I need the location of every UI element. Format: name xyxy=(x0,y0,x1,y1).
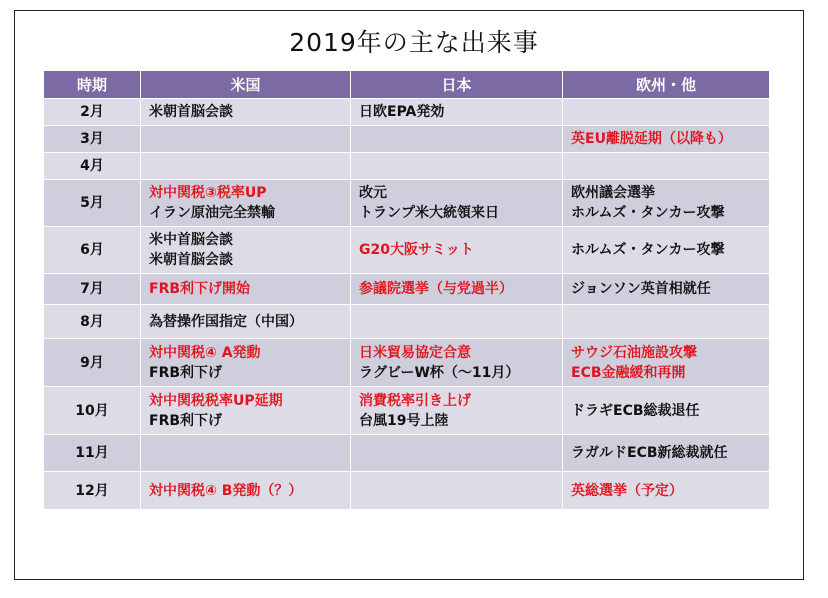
event-text: ECB金融緩和再開 xyxy=(571,364,686,381)
table-row xyxy=(44,274,770,305)
cell-europe-other xyxy=(563,126,770,153)
cell-japan xyxy=(351,472,563,510)
event-text: ホルムズ・タンカー攻撃 xyxy=(571,205,725,221)
event-text: G20大阪サミット xyxy=(359,242,474,258)
cell-month: 3月 xyxy=(44,126,141,153)
table-header-row xyxy=(44,71,770,99)
event-text: 米朝首脳会談 xyxy=(149,104,233,120)
cell-europe-other xyxy=(563,227,770,274)
cell-japan xyxy=(351,305,563,339)
cell-month: 8月 xyxy=(44,305,141,339)
event-text: 英総選挙（予定） xyxy=(571,482,683,499)
cell-month: 4月 xyxy=(44,153,141,180)
cell-month: 2月 xyxy=(44,99,141,126)
cell-europe-other xyxy=(563,274,770,305)
cell-japan xyxy=(351,126,563,153)
event-text: FRB利下げ xyxy=(149,412,223,429)
cell-japan xyxy=(351,435,563,472)
event-text: 米朝首脳会談 xyxy=(149,252,233,268)
table-row xyxy=(44,126,770,153)
table-row xyxy=(44,227,770,274)
table-row xyxy=(44,99,770,126)
cell-japan xyxy=(351,339,563,387)
table-row xyxy=(44,180,770,227)
event-text: イラン原油完全禁輸 xyxy=(149,205,275,221)
cell-japan xyxy=(351,153,563,180)
event-text: ラガルドECB新総裁就任 xyxy=(571,445,728,461)
cell-month: 12月 xyxy=(44,472,141,510)
header-period: 時期 xyxy=(44,71,141,99)
cell-us xyxy=(141,339,351,387)
cell-us xyxy=(141,153,351,180)
cell-japan xyxy=(351,227,563,274)
cell-us xyxy=(141,305,351,339)
cell-month: 11月 xyxy=(44,435,141,472)
event-text: FRB利下げ開始 xyxy=(149,281,251,297)
cell-europe-other xyxy=(563,180,770,227)
cell-europe-other xyxy=(563,472,770,510)
cell-europe-other xyxy=(563,153,770,180)
event-text: 対中関税④ B発動（？） xyxy=(149,482,303,499)
cell-us xyxy=(141,99,351,126)
header-europe-other: 欧州・他 xyxy=(563,71,770,99)
event-text: ジョンソン英首相就任 xyxy=(571,281,711,297)
cell-us xyxy=(141,180,351,227)
header-japan: 日本 xyxy=(351,71,563,99)
cell-month: 9月 xyxy=(44,339,141,387)
table-row xyxy=(44,153,770,180)
event-text: 対中関税税率UP延期 xyxy=(149,392,283,409)
event-text: ホルムズ・タンカー攻撃 xyxy=(571,242,725,258)
cell-europe-other xyxy=(563,99,770,126)
event-text: 米中首脳会談 xyxy=(149,232,233,248)
cell-us xyxy=(141,435,351,472)
cell-us xyxy=(141,126,351,153)
event-text: 英EU離脱延期（以降も） xyxy=(571,131,732,147)
table-body xyxy=(44,99,770,510)
event-text: 参議院選挙（与党過半） xyxy=(359,281,513,297)
page-title: 2019年の主な出来事 xyxy=(289,28,539,57)
cell-us xyxy=(141,227,351,274)
event-text: 改元 xyxy=(359,185,387,201)
header-us: 米国 xyxy=(141,71,351,99)
table-row xyxy=(44,435,770,472)
cell-month: 5月 xyxy=(44,180,141,227)
cell-japan xyxy=(351,387,563,435)
events-table xyxy=(43,70,770,510)
event-text: 為替操作国指定（中国） xyxy=(149,313,303,330)
table-row xyxy=(44,472,770,510)
event-text: 欧州議会選挙 xyxy=(571,185,655,201)
event-text: ドラギECB総裁退任 xyxy=(571,402,700,419)
cell-europe-other xyxy=(563,435,770,472)
event-text: 台風19号上陸 xyxy=(359,412,449,429)
event-text: ラグビーW杯（～11月） xyxy=(359,364,520,381)
cell-japan xyxy=(351,180,563,227)
cell-us xyxy=(141,472,351,510)
cell-europe-other xyxy=(563,305,770,339)
cell-month: 6月 xyxy=(44,227,141,274)
cell-us xyxy=(141,274,351,305)
cell-japan xyxy=(351,274,563,305)
table-row xyxy=(44,305,770,339)
cell-europe-other xyxy=(563,387,770,435)
cell-europe-other xyxy=(563,339,770,387)
cell-japan xyxy=(351,99,563,126)
event-text: 日米貿易協定合意 xyxy=(359,344,471,361)
event-text: 日欧EPA発効 xyxy=(359,104,445,120)
cell-month: 10月 xyxy=(44,387,141,435)
event-text: サウジ石油施設攻撃 xyxy=(571,344,697,361)
event-text: 消費税率引き上げ xyxy=(359,392,471,409)
event-text: トランプ米大統領来日 xyxy=(359,205,499,221)
event-text: 対中関税③税率UP xyxy=(149,185,267,201)
event-text: 対中関税④ A発動 xyxy=(149,344,261,361)
event-text: FRB利下げ xyxy=(149,364,223,381)
cell-us xyxy=(141,387,351,435)
table-row xyxy=(44,387,770,435)
cell-month: 7月 xyxy=(44,274,141,305)
table-row xyxy=(44,339,770,387)
